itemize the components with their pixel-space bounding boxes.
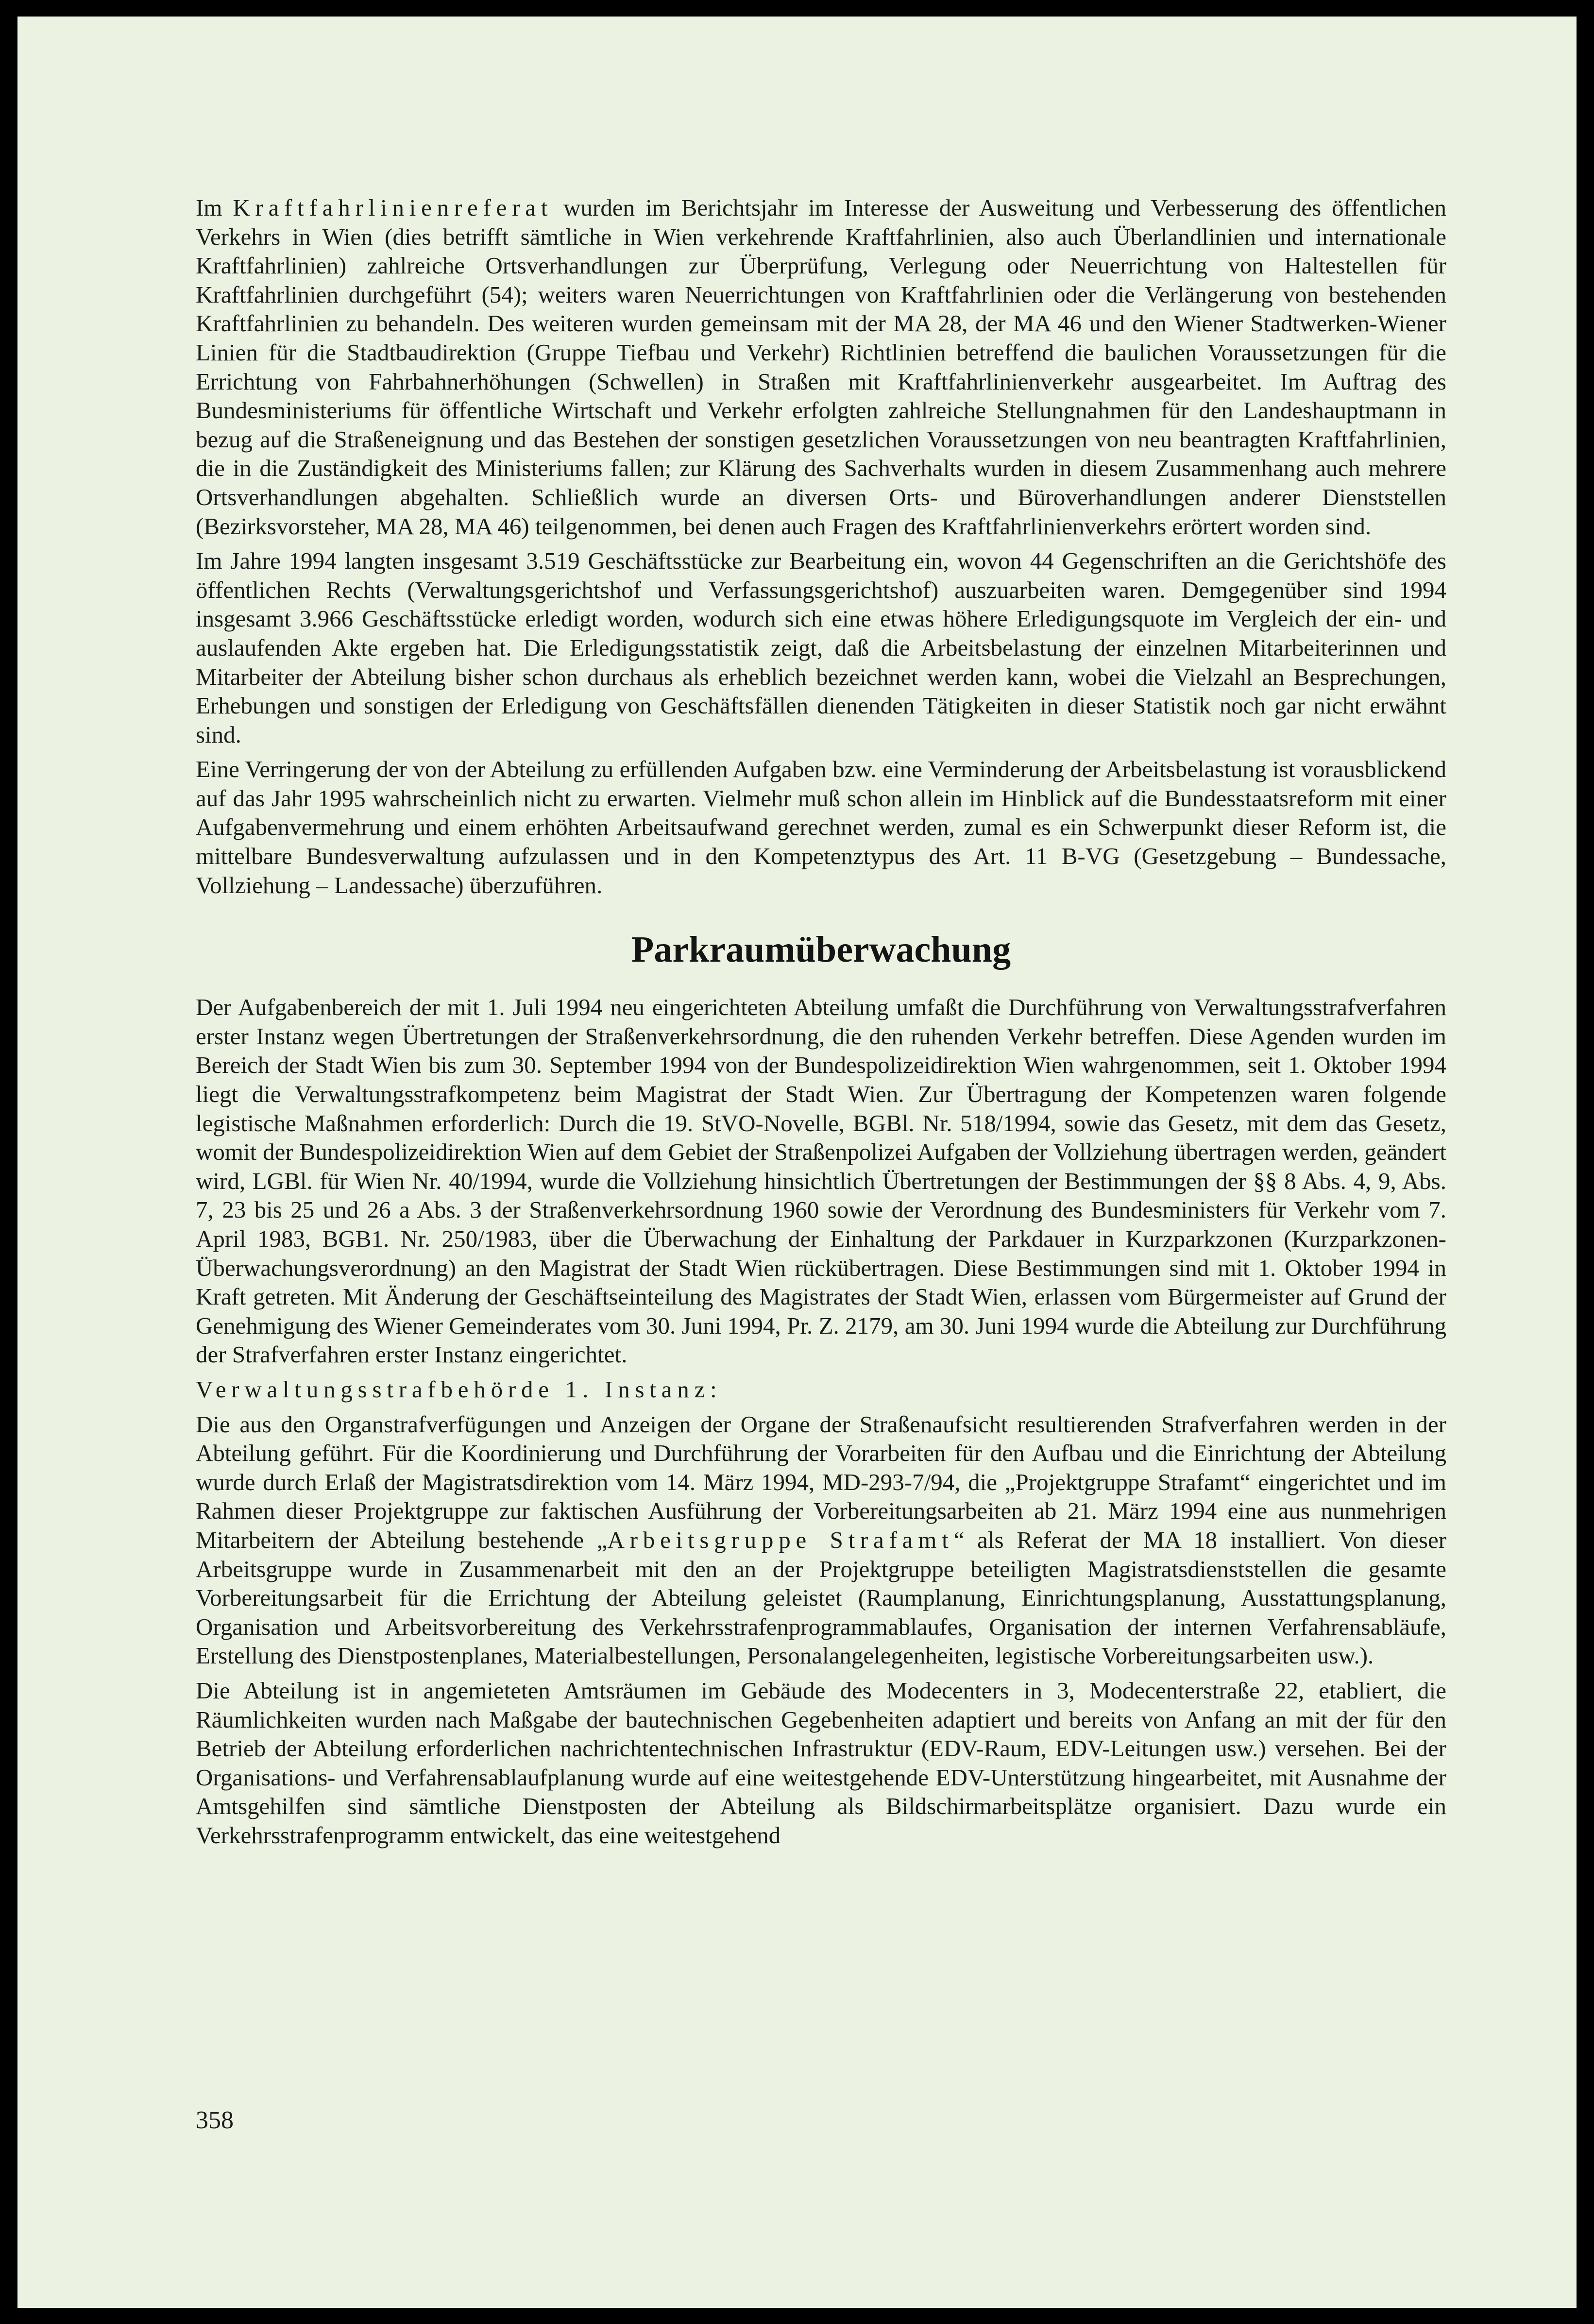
- paragraph-kraftfahrlinienreferat: [196, 193, 1446, 541]
- subheading: Verwaltungsstrafbehörde 1. Instanz:: [196, 1375, 722, 1403]
- page-body: [196, 193, 1446, 1855]
- section-heading: Parkraumüberwachung: [631, 929, 1011, 970]
- paragraph-amtsraeume: Die Abteilung ist in angemieteten Amtsräumen im Gebäude des Modecenters in 3, Modecenterstraße 22, etabliert, die Räumlichkeiten wurden nach Maßgabe der bautechnischen Gegebenheiten adaptiert und bereits von Anfang an mit der für den Betrieb der Abteilung erforderlichen nachrichtentechnischen Infrastruktur (EDV-Raum, EDV-Leitungen usw.) versehen. Bei der Organisations- und Verfahrensablaufplanung wurde auf eine weitestgehende EDV-Unterstützung hingearbeitet, mit Ausnahme der Amtsgehilfen sind sämtliche Dienstposten der Abteilung als Bildschirmarbeitsplätze organisiert. Dazu wurde ein Verkehrsstrafenprogramm entwickelt, das eine weitestgehend: [196, 1677, 1446, 1849]
- paragraph-aufgabenbereich: Der Aufgabenbereich der mit 1. Juli 1994 neu eingerichteten Abteilung umfaßt die Durchführung von Verwaltungsstrafverfahren erster Instanz wegen Übertretungen der Straßenverkehrsordnung, die den ruhenden Verkehr betreffen. Diese Agenden wurden im Bereich der Stadt Wien bis zum 30. September 1994 von der Bundespolizeidirektion Wien wahrgenommen, seit 1. Oktober 1994 liegt die Verwaltungsstrafkompetenz beim Magistrat der Stadt Wien. Zur Übertragung der Kompetenzen waren folgende legistische Maßnahmen erforderlich: Durch die 19. StVO-Novelle, BGBl. Nr. 518/1994, sowie das Gesetz, mit dem das Gesetz, womit der Bundespolizeidirektion Wien auf dem Gebiet der Straßenpolizei Aufgaben der Vollziehung übertragen werden, geändert wird, LGBl. für Wien Nr. 40/1994, wurde die Vollziehung hinsichtlich Übertretungen der Bestimmungen der §§ 8 Abs. 4, 9, Abs. 7, 23 bis 25 und 26 a Abs. 3 der Straßenverkehrsordnung 1960 sowie der Verordnung des Bundesministers für Verkehr vom 7. April 1983, BGB1. Nr. 250/1983, über die Überwachung der Einhaltung der Parkdauer in Kurzparkzonen (Kurzparkzonen-Überwachungsverordnung) an den Magistrat der Stadt Wien rückübertragen. Diese Bestimmungen sind mit 1. Oktober 1994 in Kraft getreten. Mit Änderung der Geschäftseinteilung des Magistrates der Stadt Wien, erlassen vom Bürgermeister auf Grund der Genehmigung des Wiener Gemeinderates vom 30. Juni 1994, Pr. Z. 2179, am 30. Juni 1994 wurde die Abteilung zur Durchführung der Strafverfahren erster Instanz eingerichtet.: [196, 994, 1446, 1368]
- paragraph-text: wurden im Berichtsjahr im Interesse der Ausweitung und Verbesserung des öffentlichen Verkehrs in Wien (dies betrifft sämtliche in Wien verkehrende Kraftfahrlinien, also auch Überlandlinien und internationale Kraftfahrlinien) zahlreiche Ortsverhandlungen zur Überprüfung, Verlegung oder Neuerrichtung von Haltestellen für Kraftfahrlinien durchgeführt (54); weiters waren Neuerrichtungen von Kraftfahrlinien oder die Verlängerung von bestehenden Kraftfahrlinien zu behandeln. Des weiteren wurden gemeinsam mit der MA 28, der MA 46 und den Wiener Stadtwerken-Wiener Linien für die Stadtbaudirektion (Gruppe Tiefbau und Verkehr) Richtlinien betreffend die baulichen Voraussetzungen für die Errichtung von Fahrbahnerhöhungen (Schwellen) in Straßen mit Kraftfahrlinienverkehr ausgearbeitet. Im Auftrag des Bundesministeriums für öffentliche Wirtschaft und Verkehr erfolgten zahlreiche Stellungnahmen für den Landeshauptmann in bezug auf die Straßeneignung und das Bestehen der sonstigen gesetzlichen Voraussetzungen von neu beantragten Kraftfahrlinien, die in die Zuständigkeit des Ministeriums fallen; zur Klärung des Sachverhalts wurden in diesem Zusammenhang auch mehrere Ortsverhandlungen abgehalten. Schließlich wurde an diversen Orts- und Büroverhandlungen anderer Dienststellen (Bezirksvorsteher, MA 28, MA 46) teilgenommen, bei denen auch Fragen des Kraftfahrlinienverkehrs erörtert worden sind.: [196, 194, 1447, 540]
- paragraph-outlook: Eine Verringerung der von der Abteilung zu erfüllenden Aufgaben bzw. eine Verminderung der Arbeitsbelastung ist vorausblickend auf das Jahr 1995 wahrscheinlich nicht zu erwarten. Vielmehr muß schon allein im Hinblick auf die Bundesstaatsreform mit einer Aufgabenvermehrung und einem erhöhten Arbeitsaufwand gerechnet werden, zumal es ein Schwerpunkt dieser Reform ist, die mittelbare Bundesverwaltung aufzulassen und in den Kompetenztypus des Art. 11 B-VG (Gesetzgebung – Bundessache, Vollziehung – Landessache) überzuführen.: [196, 756, 1446, 899]
- paragraph-text: Die aus den Organstrafverfügungen und Anzeigen der Organe der Straßenaufsicht resultierenden Strafverfahren werden in der Abteilung geführt. Für die Koordinierung und Durchführung der Vorarbeiten für den Aufbau und die Einrichtung der Abteilung wurde durch Erlaß der Magistratsdirektion vom 14. März 1994, MD-293-7/94, die „Projektgruppe Strafamt“ eingerichtet und im Rahmen dieser Projektgruppe zur faktischen Ausführung der Vorbereitungsarbeiten ab 21. März 1994 eine aus nunmehrigen Mitarbeitern der Abteilung bestehende „: [196, 1410, 1446, 1553]
- paragraph-statistics: Im Jahre 1994 langten insgesamt 3.519 Geschäftsstücke zur Bearbeitung ein, wovon 44 Gegenschriften an die Gerichtshöfe des öffentlichen Rechts (Verwaltungsgerichtshof und Verfassungsgerichtshof) auszuarbeiten waren. Demgegenüber sind 1994 insgesamt 3.966 Geschäftsstücke erledigt worden, wodurch sich eine etwas höhere Erledigungsquote im Vergleich der ein- und auslaufenden Akte ergeben hat. Die Erledigungsstatistik zeigt, daß die Arbeitsbelastung der einzelnen Mitarbeiterinnen und Mitarbeiter der Abteilung bisher schon durchaus als erheblich bezeichnet werden kann, wobei die Vielzahl an Besprechungen, Erhebungen und sonstigen der Erledigung von Geschäftsfällen dienenden Tätigkeiten in dieser Statistik noch gar nicht erwähnt sind.: [196, 547, 1446, 748]
- spaced-term: Kraftfahrlinienreferat: [233, 194, 553, 221]
- paragraph-lead: Im: [196, 194, 222, 221]
- page-number: 358: [196, 2106, 234, 2134]
- document-page: [17, 17, 1577, 2308]
- spaced-term: Arbeitsgruppe Strafamt: [607, 1526, 954, 1553]
- paragraph-text: “ als Referat der MA 18 installiert. Von dieser Arbeitsgruppe wurde in Zusammenarbeit mit den an der Projektgruppe beteiligten Magistratsdienststellen die gesamte Vorbereitungsarbeit für die Errichtung der Abteilung geleistet (Raumplanung, Einrichtungsplanung, Ausstattungsplanung, Organisation und Arbeitsvorbereitung des Verkehrsstrafenprogrammablaufes, Organisation der internen Verfahrensabläufe, Erstellung des Dienstpostenplanes, Materialbestellungen, Personalangelegenheiten, legistische Vorbereitungsarbeiten usw.).: [196, 1526, 1447, 1669]
- paragraph-strafverfahren: [196, 1410, 1446, 1670]
